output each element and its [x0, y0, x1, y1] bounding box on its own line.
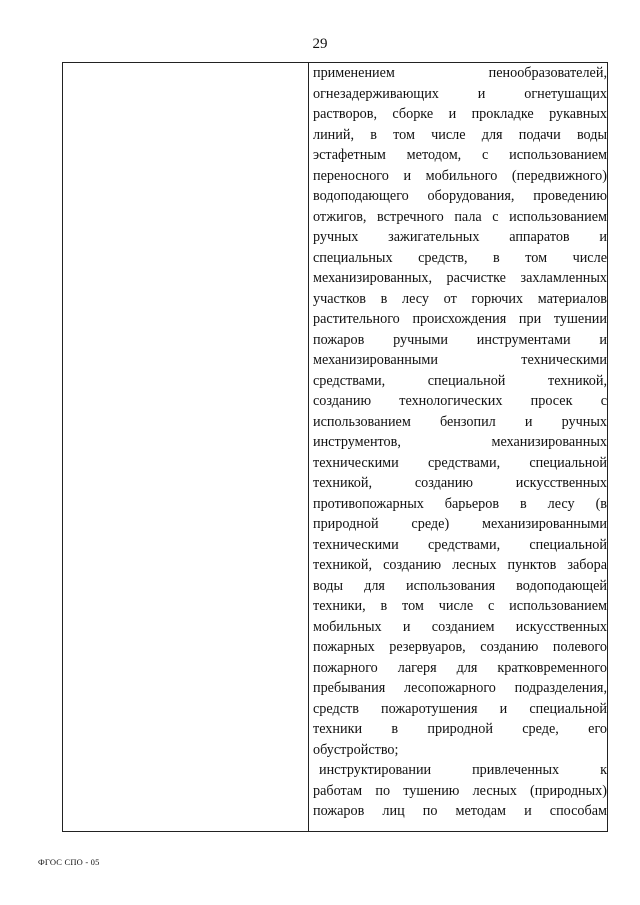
text-line: механизированных, расчистке захламленных — [313, 270, 607, 286]
text-line: участков в лесу от горючих материалов — [313, 290, 607, 307]
column-divider — [308, 63, 309, 831]
text-line: пребывания лесопожарного подразделения, — [313, 680, 607, 696]
text-line: пожарных резервуаров, созданию полевого — [313, 639, 607, 655]
page-number: 29 — [312, 36, 328, 52]
text-line: пожаров ручными инструментами и — [313, 331, 607, 348]
right-cell — [313, 63, 607, 822]
document-table — [62, 62, 608, 832]
text-line: техническими средствами, специальной — [313, 536, 607, 553]
text-line: техникой, созданию лесных пунктов забора — [313, 557, 607, 573]
text-line: средствами, специальной техникой, — [313, 372, 607, 389]
text-line: водоподающего оборудования, проведению — [313, 188, 607, 204]
text-line: ручных зажигательных аппаратов и — [313, 229, 607, 245]
text-line: обустройство; — [313, 741, 399, 758]
text-line: работам по тушению лесных (природных) — [313, 782, 607, 799]
text-line: воды для использования водоподающей — [313, 577, 607, 594]
text-line: техники в природной среде, его — [313, 721, 607, 737]
text-line: растворов, сборке и прокладке рукавных — [313, 106, 607, 122]
text-line: применением пенообразователей, — [313, 65, 607, 81]
text-line: природной среде) механизированными — [313, 516, 607, 532]
text-line: использованием бензопил и ручных — [313, 413, 607, 430]
text-line: пожарного лагеря для кратковременного — [313, 659, 607, 676]
text-line: противопожарных барьеров в лесу (в — [313, 495, 607, 512]
text-line: эстафетным методом, с использованием — [313, 147, 607, 163]
text-line: техническими средствами, специальной — [313, 454, 607, 471]
text-line: мобильных и созданием искусственных — [313, 618, 607, 635]
text-line: созданию технологических просек с — [313, 393, 607, 409]
text-line: пожаров лиц по методам и способам — [313, 803, 607, 819]
text-line: техники, в том числе с использованием — [313, 598, 607, 614]
text-line: растительного происхождения при тушении — [313, 311, 607, 327]
text-line: линий, в том числе для подачи воды — [313, 126, 607, 143]
text-line: механизированными техническими — [313, 352, 607, 368]
text-line: специальных средств, в том числе — [313, 249, 607, 266]
footer-document-code: ФГОС СПО - 05 — [38, 857, 100, 867]
text-line: огнезадерживающих и огнетушащих — [313, 85, 607, 102]
text-line: отжигов, встречного пала с использованием — [313, 208, 607, 225]
text-line: техникой, созданию искусственных — [313, 475, 607, 491]
text-line: инструктировании привлеченных к — [319, 762, 607, 778]
text-line: переносного и мобильного (передвижного) — [313, 167, 607, 184]
text-line: средств пожаротушения и специальной — [313, 700, 607, 717]
text-line: инструментов, механизированных — [313, 434, 607, 450]
